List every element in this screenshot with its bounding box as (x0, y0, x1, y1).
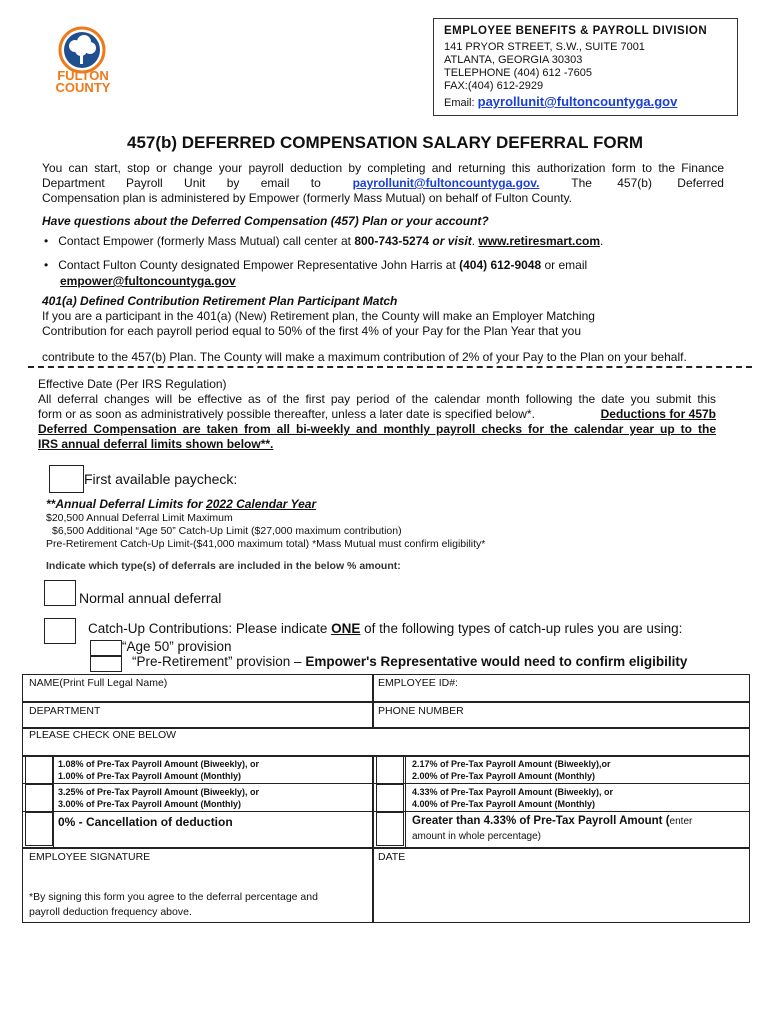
limit-line3: Pre-Retirement Catch-Up Limit-($41,000 maximum total) *Mass Mutual must confirm eligibility* (46, 538, 486, 550)
org-name-line1: FULTON (57, 68, 109, 83)
normal-deferral-checkbox[interactable] (44, 580, 76, 606)
option-325-checkbox[interactable] (25, 784, 53, 812)
bullet-representative (44, 257, 587, 273)
intro-line2-text: Department Payroll Unit by email to (42, 176, 321, 190)
check-one-label: PLEASE CHECK ONE BELOW (29, 729, 177, 741)
effective-line2-text: form or as soon as administratively possible thereafter, unless a later date is specified below*. (38, 407, 535, 421)
limit-line1: $20,500 Annual Deferral Limit Maximum (46, 512, 233, 524)
bullet-icon: • (44, 234, 59, 248)
match-line2: Contribution for each payroll period equal to 50% of the first 4% of your Pay for the Plan Year that you (42, 324, 581, 338)
name-field-label: NAME(Print Full Legal Name) (29, 677, 168, 689)
option-108-label (58, 758, 259, 782)
email-label: Email: (444, 97, 475, 109)
normal-deferral-label: Normal annual deferral (79, 590, 222, 606)
catchup-one: ONE (331, 621, 361, 636)
option-108-line1: 1.08% of Pre-Tax Payroll Amount (Biweekly), or (58, 759, 260, 769)
retiresmart-link[interactable]: www.retiresmart.com (478, 234, 601, 248)
option-217-checkbox[interactable] (376, 756, 404, 784)
phone-number-label: PHONE NUMBER (378, 705, 464, 717)
option-433-line2: 4.00% of Pre-Tax Payroll Amount (Monthly) (412, 799, 596, 809)
effective-line2 (38, 406, 716, 422)
preretirement-checkbox[interactable] (90, 656, 122, 672)
address-line1: 141 PRYOR STREET, S.W., SUITE 7001 (444, 41, 645, 53)
catchup-label (88, 621, 682, 636)
catchup-checkbox[interactable] (44, 618, 76, 644)
option-108-line2: 1.00% of Pre-Tax Payroll Amount (Monthly) (58, 771, 242, 781)
effective-line3: Deferred Compensation are taken from all bi-weekly and monthly payroll checks for the calendar year up to the (38, 422, 716, 436)
limits-heading-year: 2022 Calendar Year (206, 497, 317, 511)
option-217-label (412, 758, 611, 782)
email-line (444, 94, 677, 109)
org-name-line2: COUNTY (55, 80, 111, 95)
preretirement-label (132, 654, 687, 669)
bullet2-or: or email (544, 258, 588, 272)
option-217-line2: 2.00% of Pre-Tax Payroll Amount (Monthly) (412, 771, 596, 781)
division-name: EMPLOYEE BENEFITS & PAYROLL DIVISION (444, 25, 708, 37)
bullet1-or: or visit (432, 234, 472, 248)
bullet-icon: • (44, 258, 59, 272)
phone-line: TELEPHONE (404) 612 -7605 (444, 67, 592, 79)
county-name (40, 70, 126, 94)
cancel-checkbox[interactable] (25, 812, 53, 846)
greater-label-enter: enter (669, 816, 693, 827)
email-link[interactable]: payrollunit@fultoncountyga.gov (477, 94, 678, 109)
catchup-text: Catch-Up Contributions: Please indicate (88, 621, 328, 636)
effective-heading: Effective Date (Per IRS Regulation) (38, 377, 227, 391)
signature-label: EMPLOYEE SIGNATURE (29, 851, 151, 863)
greater-label (412, 815, 692, 827)
form-title: 457(b) DEFERRED COMPENSATION SALARY DEFERRAL FORM (126, 133, 644, 152)
address-line2: ATLANTA, GEORGIA 30303 (444, 54, 583, 66)
intro-line2-tail: The 457(b) Deferred (571, 176, 724, 190)
limits-heading-text: **Annual Deferral Limits for (46, 497, 203, 511)
option-325-label (58, 786, 259, 810)
match-heading: 401(a) Defined Contribution Retirement Plan Participant Match (42, 294, 398, 308)
option-433-checkbox[interactable] (376, 784, 404, 812)
option-217-line1: 2.17% of Pre-Tax Payroll Amount (Biweekly),or (412, 759, 611, 769)
intro-line1: You can start, stop or change your payroll deduction by completing and returning this authorization form to the Finance (42, 161, 724, 175)
date-label: DATE (378, 851, 406, 863)
effective-line4: IRS annual deferral limits shown below**. (38, 437, 274, 451)
rep-email-link[interactable]: empower@fultoncountyga.gov (60, 274, 236, 288)
bullet1-text: Contact Empower (formerly Mass Mutual) call center at (58, 234, 351, 248)
preretirement-text: “Pre-Retirement” provision – (132, 654, 302, 669)
option-325-line1: 3.25% of Pre-Tax Payroll Amount (Biweekly), or (58, 787, 260, 797)
cancel-label: 0% - Cancellation of deduction (58, 815, 233, 829)
first-paycheck-label: First available paycheck: (84, 471, 238, 487)
indicate-instruction: Indicate which type(s) of deferrals are included in the below % amount: (46, 560, 401, 572)
greater-checkbox[interactable] (376, 812, 404, 846)
option-433-line1: 4.33% of Pre-Tax Payroll Amount (Biweekly), or (412, 787, 614, 797)
intro-line2 (42, 175, 724, 191)
preretirement-bold: Empower's Representative would need to confirm eligibility (305, 654, 688, 669)
fax-line: FAX:(404) 612-2929 (444, 80, 544, 92)
age50-label: “Age 50” provision (122, 639, 232, 654)
rep-phone: (404) 612-9048 (459, 258, 542, 272)
option-108-checkbox[interactable] (25, 756, 53, 784)
questions-heading: Have questions about the Deferred Compensation (457) Plan or your account? (42, 214, 489, 228)
greater-label-bold: Greater than 4.33% of Pre-Tax Payroll Amount ( (412, 815, 670, 827)
signature-note-line1: *By signing this form you agree to the deferral percentage and (29, 891, 318, 903)
age50-checkbox[interactable] (90, 640, 122, 656)
first-paycheck-checkbox[interactable] (49, 465, 84, 493)
signature-note-text: By signing this form you agree to the deferral percentage and (33, 891, 318, 903)
bullet2-text: Contact Fulton County designated Empower Representative John Harris at (58, 258, 456, 272)
option-433-label (412, 786, 613, 810)
option-325-line2: 3.00% of Pre-Tax Payroll Amount (Monthly) (58, 799, 242, 809)
bullet-empower: • Contact Empower (formerly Mass Mutual) call center at 800-743-5274 or visit. www.retiresmart.com. (44, 234, 604, 248)
limit-line2: $6,500 Additional “Age 50” Catch-Up Limit ($27,000 maximum contribution) (52, 525, 402, 537)
match-line3: contribute to the 457(b) Plan. The County will make a maximum contribution of 2% of your Pay to the Plan on your behalf. (42, 350, 687, 364)
dashed-separator (28, 366, 752, 368)
intro-email-link[interactable]: payrollunit@fultoncountyga.gov. (352, 176, 540, 190)
employee-id-label: EMPLOYEE ID#: (378, 677, 458, 689)
greater-label-note: amount in whole percentage) (412, 831, 541, 842)
empower-phone: 800-743-5274 (354, 234, 430, 248)
effective-line1: All deferral changes will be effective as of the first pay period of the calendar month following the date you submit this (38, 392, 716, 406)
intro-line3: Compensation plan is administered by Empower (formerly Mass Mutual) on behalf of Fulton County. (42, 191, 573, 205)
signature-note-line2: payroll deduction frequency above. (29, 906, 192, 918)
effective-line2-bold: Deductions for 457b (600, 407, 716, 421)
department-label: DEPARTMENT (29, 705, 101, 717)
match-line1: If you are a participant in the 401(a) (New) Retirement plan, the County will make an Employer Matching (42, 309, 595, 323)
limits-heading (46, 496, 316, 512)
catchup-text2: of the following types of catch-up rules you are using: (364, 621, 683, 636)
